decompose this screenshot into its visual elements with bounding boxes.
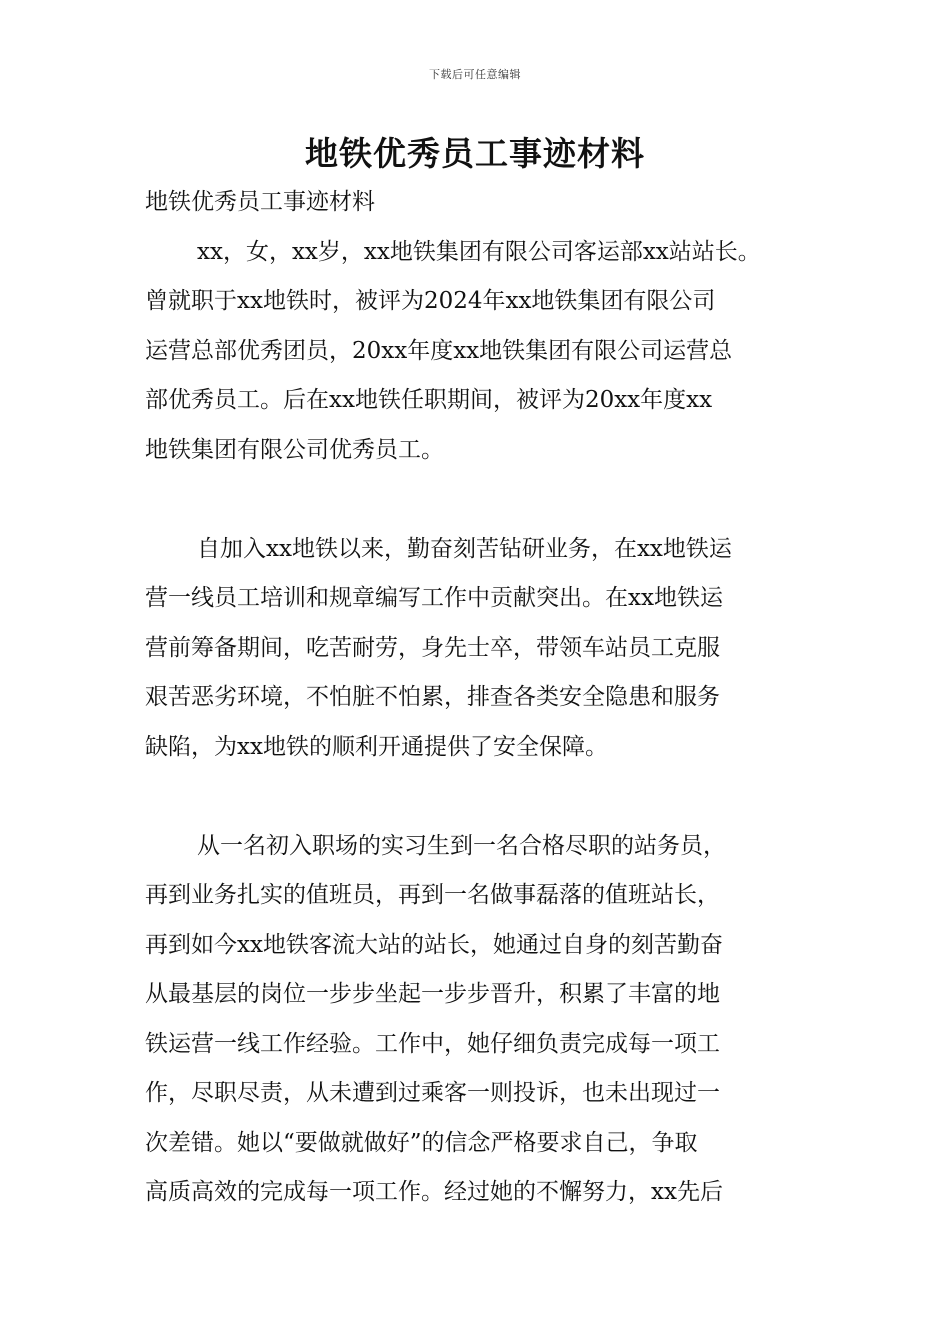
paragraph-line: 艰苦恶劣环境，不怕脏不怕累，排查各类安全隐患和服务 [145,684,720,710]
paragraph-line: 自加入xx地铁以来，勤奋刻苦钻研业务，在xx地铁运 [197,535,732,562]
document-subtitle: 地铁优秀员工事迹材料 [145,189,375,215]
paragraph-spacer [145,772,810,822]
paragraph-line: 再到业务扎实的值班员，再到一名做事磊落的值班站长， [145,882,720,908]
paragraph-line: 铁运营一线工作经验。工作中，她仔细负责完成每一项工 [145,1030,720,1057]
paragraph-line: xx，女，xx岁，xx地铁集团有限公司客运部xx站站长。 [197,238,761,265]
paragraph-1 [145,228,810,476]
paragraph-line: 运营总部优秀团员，20xx年度xx地铁集团有限公司运营总 [145,337,733,364]
document-title: 地铁优秀员工事迹材料 [305,134,645,173]
header-note: 下载后可任意编辑 [429,68,521,81]
paragraph-spacer [145,475,810,525]
paragraph-2 [145,525,810,773]
paragraph-line: 作，尽职尽责，从未遭到过乘客一则投诉，也未出现过一 [145,1080,720,1106]
paragraph-line: 从最基层的岗位一步步坐起一步步晋升，积累了丰富的地 [145,981,720,1007]
paragraph-line: 部优秀员工。后在xx地铁任职期间，被评为20xx年度xx [145,387,713,413]
paragraph-line: 缺陷，为xx地铁的顺利开通提供了安全保障。 [145,733,608,760]
paragraph-line: 高质高效的完成每一项工作。经过她的不懈努力，xx先后 [145,1179,723,1205]
paragraph-line: 再到如今xx地铁客流大站的站长，她通过自身的刻苦勤奋 [145,931,723,958]
paragraph-line: 次差错。她以“要做就做好”的信念严格要求自己，争取 [145,1129,698,1156]
paragraph-line: 地铁集团有限公司优秀员工。 [145,436,444,463]
paragraph-line: 从一名初入职场的实习生到一名合格尽职的站务员， [197,832,726,859]
paragraph-line: 曾就职于xx地铁时，被评为2024年xx地铁集团有限公司 [145,288,716,314]
paragraph-line: 营前筹备期间，吃苦耐劳，身先士卒，带领车站员工克服 [145,634,720,661]
paragraph-3 [145,822,810,1218]
paragraph-line: 营一线员工培训和规章编写工作中贡献突出。在xx地铁运 [145,585,723,611]
document-body [145,178,810,1218]
